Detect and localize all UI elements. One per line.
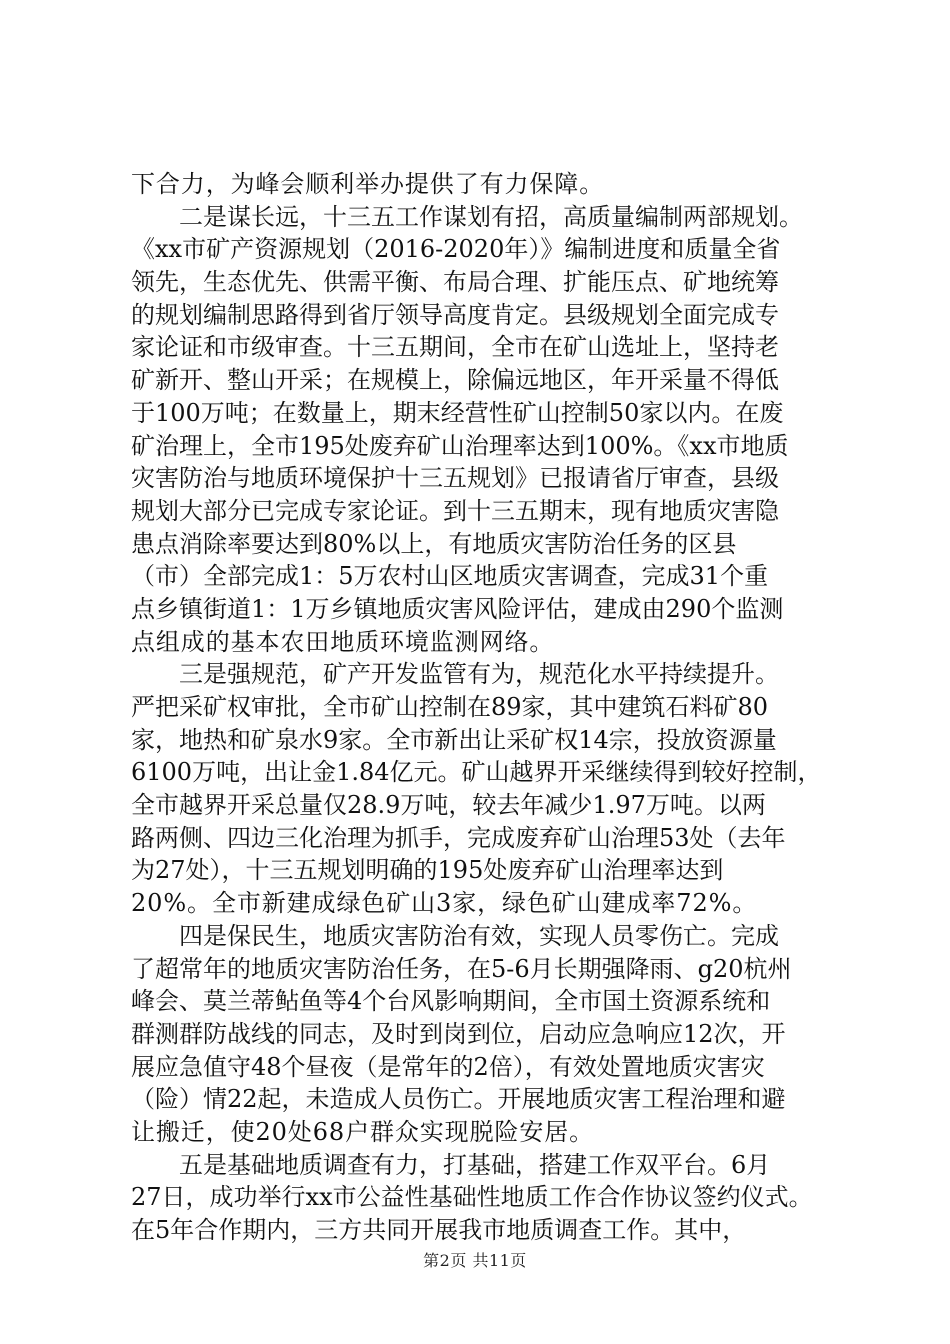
text-line: 患点消除率要达到80%以上，有地质灾害防治任务的区县 (131, 529, 737, 558)
text-line: 展应急值守48个昼夜（是常年的2倍），有效处置地质灾害灾 (131, 1052, 765, 1081)
text-line: 路两侧、四边三化治理为抓手，完成废弃矿山治理53处（去年 (131, 823, 786, 852)
text-line: 二是谋长远，十三五工作谋划有招，高质量编制两部规划。 (131, 202, 803, 231)
text-line: 四是保民生，地质灾害防治有效，实现人员零伤亡。完成 (131, 921, 779, 950)
text-line: （市）全部完成1：5万农村山区地质灾害调查，完成31个重 (131, 562, 769, 591)
text-line: 全市越界开采总量仅28.9万吨，较去年减少1.97万吨。以两 (131, 791, 766, 820)
text-line: 20%。全市新建成绿色矿山3家，绿色矿山建成率72%。 (131, 889, 758, 918)
text-line: 下合力，为峰会顺利举办提供了有力保障。 (131, 170, 605, 198)
text-line: 领先，生态优先、供需平衡、布局合理、扩能压点、矿地统筹 (131, 268, 779, 297)
text-line: 矿新开、整山开采；在规模上，除偏远地区，年开采量不得低 (131, 366, 779, 395)
text-line: 群测群防战线的同志，及时到岗到位，启动应急响应12次，开 (131, 1019, 786, 1048)
text-line: 的规划编制思路得到省厅领导高度肯定。县级规划全面完成专 (131, 300, 779, 329)
page-number-footer: 第2页 共11页 (423, 1251, 527, 1270)
text-line: 让搬迁，使20处68户群众实现脱险安居。 (131, 1117, 595, 1146)
text-line: 6100万吨，出让金1.84亿元。矿山越界开采继续得到较好控制， (131, 758, 822, 787)
text-line: 家，地热和矿泉水9家。全市新出让采矿权14宗，投放资源量 (131, 725, 777, 754)
text-line: 矿治理上，全市195处废弃矿山治理率达到100%。《xx市地质 (131, 431, 789, 460)
text-line: 三是强规范，矿产开发监管有为，规范化水平持续提升。 (131, 660, 779, 689)
text-line: 了超常年的地质灾害防治任务，在5-6月长期强降雨、g20杭州 (131, 954, 792, 983)
text-line: 严把采矿权审批，全市矿山控制在89家，其中建筑石料矿80 (131, 693, 769, 721)
text-line: 27日，成功举行xx市公益性基础性地质工作合作协议签约仪式。 (131, 1183, 813, 1212)
text-line: 五是基础地质调查有力，打基础，搭建工作双平台。6月 (131, 1150, 771, 1179)
text-line: 《xx市矿产资源规划（2016-2020年）》编制进度和质量全省 (131, 235, 781, 264)
text-line: 峰会、莫兰蒂鲇鱼等4个台风影响期间，全市国土资源系统和 (131, 987, 771, 1016)
text-line: 在5年合作期内，三方共同开展我市地质调查工作。其中， (131, 1216, 747, 1244)
text-line: 灾害防治与地质环境保护十三五规划》已报请省厅审查，县级 (131, 464, 779, 493)
text-line: （险）情22起，未造成人员伤亡。开展地质灾害工程治理和避 (131, 1085, 786, 1114)
text-line: 于100万吨；在数量上，期末经营性矿山控制50家以内。在废 (131, 398, 784, 427)
text-line: 为27处），十三五规划明确的195处废弃矿山治理率达到 (131, 856, 724, 885)
text-line: 点乡镇街道1：1万乡镇地质灾害风险评估，建成由290个监测 (131, 594, 784, 623)
text-line: 规划大部分已完成专家论证。到十三五期末，现有地质灾害隐 (131, 496, 779, 525)
text-line: 家论证和市级审查。十三五期间，全市在矿山选址上，坚持老 (131, 333, 779, 362)
document-body (131, 168, 829, 1247)
text-line: 点组成的基本农田地质环境监测网络。 (131, 627, 555, 656)
